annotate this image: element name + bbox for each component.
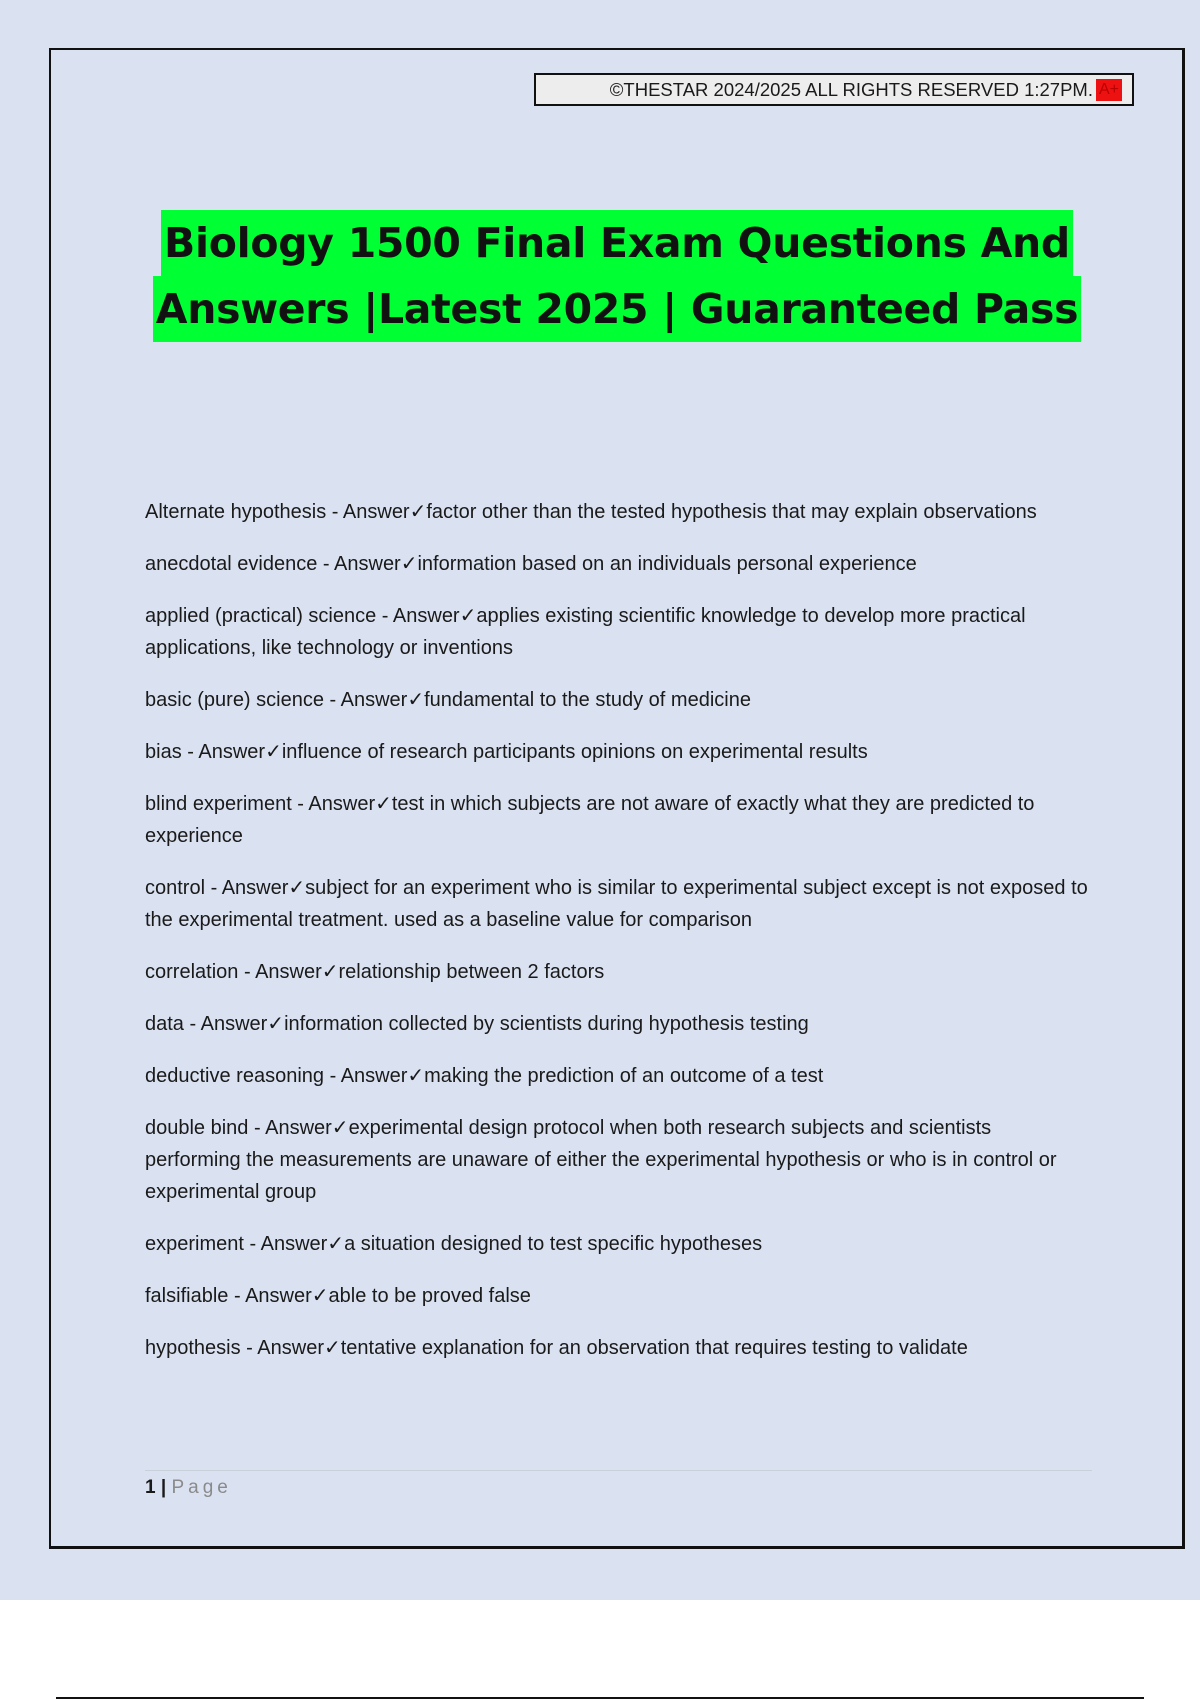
glossary-entry: hypothesis - Answer✓tentative explanation for an observation that requires testing to validate bbox=[145, 1337, 968, 1359]
copyright-header bbox=[534, 73, 1134, 106]
document-title bbox=[100, 210, 1134, 342]
entry-term: data bbox=[145, 1013, 184, 1035]
answer-marker: Answer✓ bbox=[245, 1285, 329, 1307]
glossary-entry: double bind - Answer✓experimental design protocol when both research subjects and scientists performing the measurements are unaware of either the experimental hypothesis or who is in control or experimental group bbox=[145, 1117, 1057, 1203]
glossary-entry: data - Answer✓information collected by scientists during hypothesis testing bbox=[145, 1013, 809, 1035]
entry-definition: able to be proved false bbox=[328, 1285, 531, 1307]
answer-marker: Answer✓ bbox=[340, 1065, 425, 1087]
glossary-entry: Alternate hypothesis - Answer✓factor other than the tested hypothesis that may explain observations bbox=[145, 501, 1037, 523]
entry-term: double bind bbox=[145, 1117, 249, 1139]
entry-definition: relationship between 2 factors bbox=[338, 961, 605, 983]
entry-definition: experimental design protocol when both research subjects and scientists performing the measurements are unaware of either the experimental hypothesis or who is in control or experimental group bbox=[145, 1117, 1057, 1203]
answer-marker: Answer✓ bbox=[257, 1337, 341, 1359]
glossary-entry: deductive reasoning - Answer✓making the prediction of an outcome of a test bbox=[145, 1065, 824, 1087]
glossary-entry: experiment - Answer✓a situation designed to test specific hypotheses bbox=[145, 1233, 763, 1255]
copyright-text: ©THESTAR 2024/2025 ALL RIGHTS RESERVED 1:27PM. bbox=[609, 78, 1093, 100]
entry-definition: subject for an experiment who is similar to experimental subject except is not exposed to the experimental treatment. used as a baseline value for comparison bbox=[145, 877, 1088, 931]
entry-definition: tentative explanation for an observation that requires testing to validate bbox=[340, 1337, 968, 1359]
glossary-entry: control - Answer✓subject for an experiment who is similar to experimental subject except is not exposed to the experimental treatment. used as a baseline value for comparison bbox=[145, 877, 1088, 931]
answer-marker: Answer✓ bbox=[342, 501, 427, 523]
page-separator: | bbox=[155, 1477, 172, 1498]
entry-definition: applies existing scientific knowledge to develop more practical applications, like technology or inventions bbox=[145, 605, 1026, 659]
entry-term: deductive reasoning bbox=[145, 1065, 325, 1087]
entry-definition: information collected by scientists during hypothesis testing bbox=[284, 1013, 809, 1035]
title-line-2: Answers |Latest 2025 | Guaranteed Pass bbox=[153, 276, 1081, 342]
entry-definition: a situation designed to test specific hypotheses bbox=[344, 1233, 763, 1255]
answer-marker: Answer✓ bbox=[200, 1013, 285, 1035]
entry-definition: test in which subjects are not aware of exactly what they are predicted to experience bbox=[145, 793, 1035, 847]
page-number: 1 bbox=[145, 1477, 156, 1498]
answer-marker: Answer✓ bbox=[255, 961, 339, 983]
entry-definition: information based on an individuals personal experience bbox=[417, 553, 917, 575]
bottom-divider bbox=[56, 1697, 1144, 1699]
answer-marker: Answer✓ bbox=[265, 1117, 349, 1139]
answer-marker: Answer✓ bbox=[198, 741, 282, 763]
glossary-list bbox=[145, 496, 1090, 1384]
glossary-entry: applied (practical) science - Answer✓applies existing scientific knowledge to develop more practical applications, like technology or inventions bbox=[145, 605, 1026, 659]
entry-definition: fundamental to the study of medicine bbox=[424, 689, 751, 711]
glossary-entry: falsifiable - Answer✓able to be proved false bbox=[145, 1285, 531, 1307]
entry-term: hypothesis bbox=[145, 1337, 241, 1359]
entry-term: experiment bbox=[145, 1233, 244, 1255]
entry-term: blind experiment bbox=[145, 793, 292, 815]
glossary-entry: basic (pure) science - Answer✓fundamental to the study of medicine bbox=[145, 689, 751, 711]
page-footer bbox=[145, 1474, 232, 1502]
glossary-entry: blind experiment - Answer✓test in which subjects are not aware of exactly what they are predicted to experience bbox=[145, 793, 1035, 847]
entry-term: falsifiable bbox=[145, 1285, 229, 1307]
footer-divider bbox=[145, 1470, 1092, 1471]
page-label: Page bbox=[171, 1477, 232, 1498]
entry-term: basic (pure) science bbox=[145, 689, 324, 711]
entry-term: bias bbox=[145, 741, 182, 763]
glossary-entry: anecdotal evidence - Answer✓information based on an individuals personal experience bbox=[145, 553, 917, 575]
grade-badge: A+ bbox=[1096, 79, 1122, 101]
glossary-entry: bias - Answer✓influence of research participants opinions on experimental results bbox=[145, 741, 868, 763]
entry-term: anecdotal evidence bbox=[145, 553, 318, 575]
answer-marker: Answer✓ bbox=[340, 689, 425, 711]
entry-term: applied (practical) science bbox=[145, 605, 377, 627]
entry-term: control bbox=[145, 877, 206, 899]
answer-marker: Answer✓ bbox=[334, 553, 418, 575]
entry-definition: factor other than the tested hypothesis that may explain observations bbox=[426, 501, 1037, 523]
answer-marker: Answer✓ bbox=[260, 1233, 345, 1255]
answer-marker: Answer✓ bbox=[392, 605, 477, 627]
entry-term: correlation bbox=[145, 961, 239, 983]
answer-marker: Answer✓ bbox=[308, 793, 392, 815]
title-line-1: Biology 1500 Final Exam Questions And bbox=[161, 210, 1073, 276]
entry-term: Alternate hypothesis bbox=[145, 501, 327, 523]
entry-definition: influence of research participants opinions on experimental results bbox=[281, 741, 868, 763]
glossary-entry: correlation - Answer✓relationship between 2 factors bbox=[145, 961, 605, 983]
entry-definition: making the prediction of an outcome of a test bbox=[424, 1065, 824, 1087]
answer-marker: Answer✓ bbox=[221, 877, 306, 899]
